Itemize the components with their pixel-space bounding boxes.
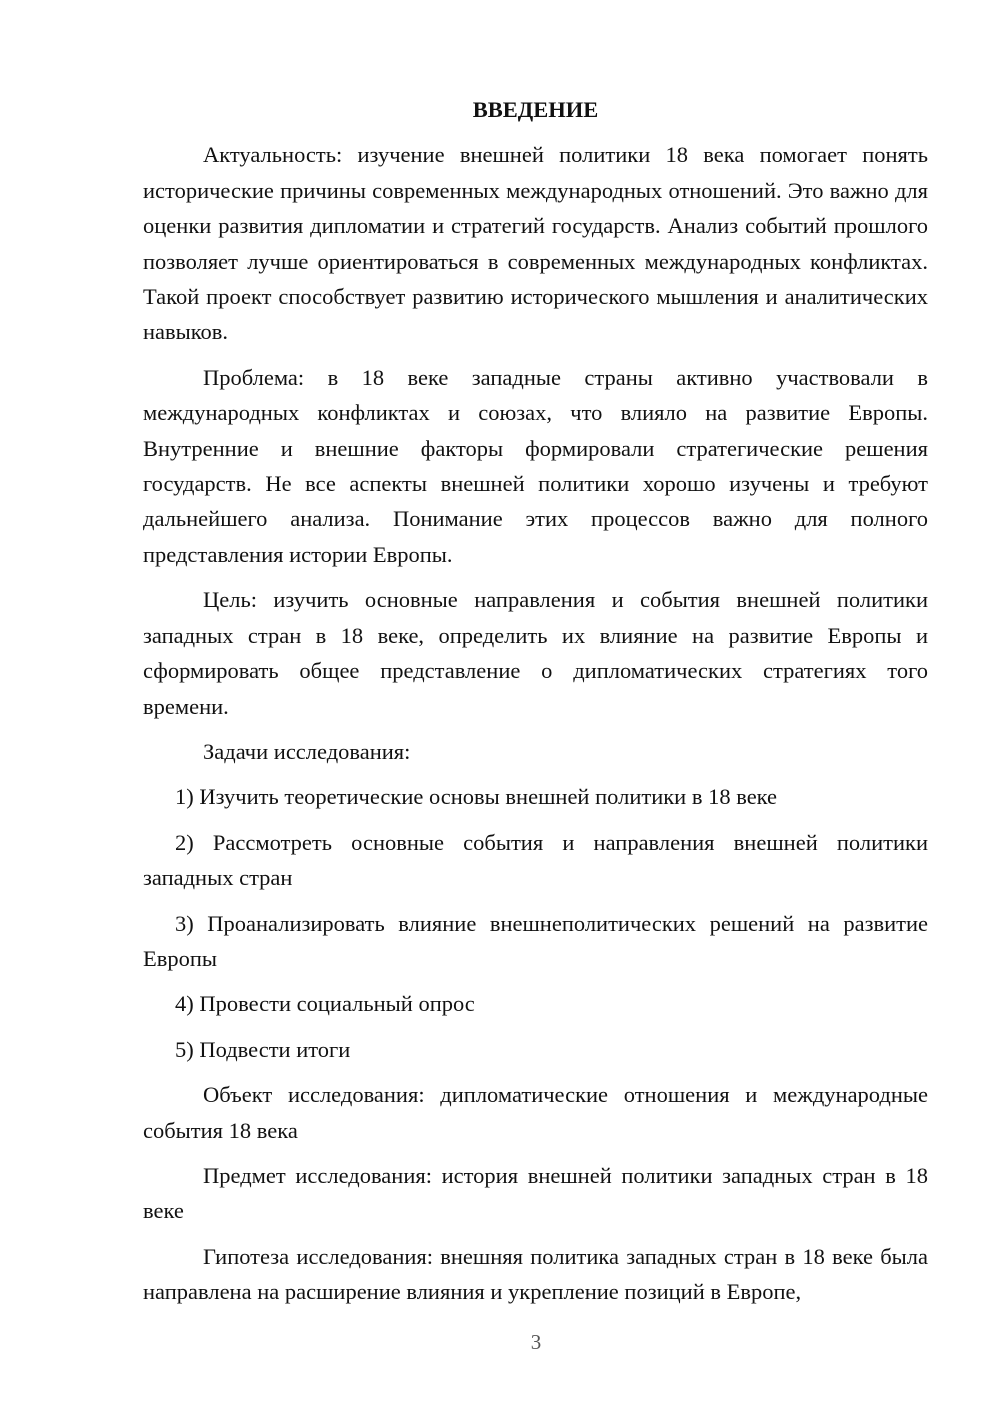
relevance-paragraph: Актуальность: изучение внешней политики 18 века помогает понять исторические причины современных международных отношений. Это важно для оценки развития дипломатии и стратегий государств. Анализ событий прошлого позволяет лучше ориентироваться в современных международных конфликтах. Такой проект способствует развитию исторического мышления и аналитических навыков. (143, 142, 928, 345)
goal-paragraph: Цель: изучить основные направления и события внешней политики западных стран в 18 веке, определить их влияние на развитие Европы и сформировать общее представление о дипломатических стратегиях того времени. (143, 587, 928, 719)
task-item: 5) Подвести итоги (175, 1036, 351, 1062)
problem-paragraph: Проблема: в 18 веке западные страны активно участвовали в международных конфликтах и союзах, что влияло на развитие Европы. Внутренние и внешние факторы формировали стратегические решения государств. Не все аспекты внешней политики хорошо изучены и требуют дальнейшего анализа. Понимание этих процессов важно для полного представления истории Европы. (143, 364, 928, 567)
page-title: ВВЕДЕНИЕ (472, 97, 599, 122)
page-number: 3 (530, 1330, 542, 1354)
tasks-heading: Задачи исследования: (203, 738, 411, 764)
subject-paragraph: Предмет исследования: история внешней политики западных стран в 18 веке (143, 1162, 928, 1224)
task-item: 1) Изучить теоретические основы внешней политики в 18 веке (175, 784, 778, 810)
hypothesis-paragraph: Гипотеза исследования: внешняя политика западных стран в 18 веке была направлена на расширение влияния и укрепление позиций в Европе, (143, 1243, 928, 1305)
task-item: 2) Рассмотреть основные события и направления внешней политики западных стран (143, 829, 928, 891)
task-item: 4) Провести социальный опрос (175, 991, 475, 1017)
task-item: 3) Проанализировать влияние внешнеполитических решений на развитие Европы (143, 910, 928, 971)
document-body (143, 92, 928, 1310)
object-paragraph: Объект исследования: дипломатические отношения и международные события 18 века (143, 1082, 928, 1143)
